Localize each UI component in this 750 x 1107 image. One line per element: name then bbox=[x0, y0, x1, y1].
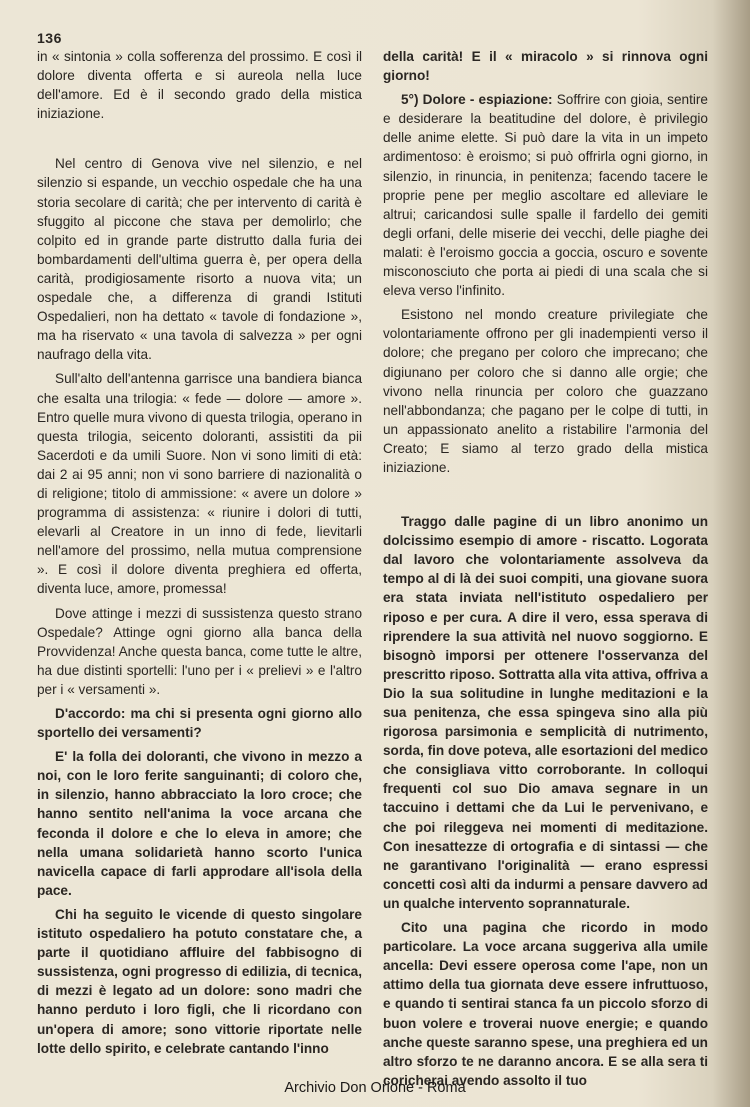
paragraph-gap bbox=[383, 482, 708, 512]
page-number: 136 bbox=[37, 30, 62, 46]
paragraph: della carità! E il « miracolo » si rinnova ogni giorno! bbox=[383, 49, 708, 84]
paragraph: Dove attinge i mezzi di sussistenza questo strano Ospedale? Attinge ogni giorno alla banca della Provvidenza! Anche questa banca, come tutte le altre, ha due distinti sportelli: l'uno per i « prelievi » e l'altro per i « versamenti ». bbox=[37, 605, 362, 697]
right-column bbox=[383, 47, 708, 1095]
paragraph: Chi ha seguito le vicende di questo singolare istituto ospedaliero ha potuto constatare che, a parte il quotidiano affluire del fabbisogno di sussistenza, ogni progresso di edilizia, di tecnica, di mezzi è legato ad un dolore: sono madri che hanno perduto i loro figli, che li ricordano con un'opera di amore; sono vittorie riportate nelle lotte dello spirito, e celebrate cantando l'inno bbox=[37, 906, 362, 1056]
paragraph-gap bbox=[37, 128, 362, 154]
section-heading: 5°) Dolore - espiazione: bbox=[401, 92, 553, 108]
paragraph-text: Soffrire con gioia, sentire e desiderare la beatitudine del dolore, è privilegio delle anime elette. Si può dare la vita in un impeto ardimentoso: è eroismo; si può offrirla ogni giorno, in silenzio, in rinuncia, in penitenza; facendo tacere le proprie pene per meglio ascoltare ed alleviare le altrui; caricandosi sulle spalle il fardello dei gemiti degli orfani, delle miserie dei vecchi, delle piaghe dei malati: è l'eroismo goccia a goccia, oscuro e sovente misconosciuto che porta ai piedi di una scala che si eleva verso l'infinito. bbox=[383, 92, 708, 299]
paragraph: E' la folla dei doloranti, che vivono in mezzo a noi, con le loro ferite sanguinanti; di coloro che, in silenzio, hanno abbracciato la loro croce; che hanno sentito nell'anima la voce arcana che feconda il dolore e che lo eleva in amore; che nella umana solidarietà hanno scorto l'unica navicella capace di farli approdare all'isola della pace. bbox=[37, 749, 362, 898]
paragraph: Nel centro di Genova vive nel silenzio, e nel silenzio si espande, un vecchio ospedale che ha una storia secolare di carità; che per intervento di carità è sfuggito al piccone che stava per demolirlo; che colpito ed in grande parte distrutto dalla furia dei bombardamenti dell'ultima guerra è, per opera della carità, prodigiosamente risorto a nuova vita; un ospedale che, a differenza di grandi Istituti Ospedalieri, non ha dettato « tavole di fondazione », ma ha riservato « una tavola di salvezza » per ogni naufrago della vita. bbox=[37, 156, 362, 363]
paragraph: Traggo dalle pagine di un libro anonimo un dolcissimo esempio di amore - riscatto. Logorata dal lavoro che volontariamente assolveva da tempo al di là dei suoi compiti, una giovane suora era stata inviata nell'istituto ospedaliero per riposo e per cura. A dire il vero, essa sperava di riprendere la sua attività nel nuovo soggiorno. E bisognò imporsi per ottenere l'osservanza del prescritto riposo. Sottratta alla vita attiva, offriva a Dio la sua solitudine in lunghe meditazioni e la sua penitenza, che essa spingeva sino alla più rigorosa parsimonia e semplicità di nutrimento, sorda, fin dove poteva, alle esortazioni del medico che consigliava vitto corroborante. In colloqui frequenti col suo Dio amava segnare in un taccuino i dettami che da Lui le pervenivano, e che poi rileggeva nei momenti di meditazione. Con inesattezze di ortografia e di sintassi — che ne garantivano l'originalità — erano espressi concetti così alti da indurmi a pensare davvero ad un qualche intervento soprannaturale. bbox=[383, 514, 708, 911]
left-column bbox=[37, 47, 362, 1063]
paragraph: in « sintonia » colla sofferenza del prossimo. E così il dolore diventa offerta e si aureola nella luce dell'amore. Ed è il secondo grado della mistica iniziazione. bbox=[37, 49, 362, 122]
paragraph: Cito una pagina che ricordo in modo particolare. La voce arcana suggeriva alla umile ancella: Devi essere operosa come l'ape, non un attimo della tua giornata deve essere infruttuoso, e quando ti sentirai stanca fa un piccolo sforzo di buon volere e troverai nuove energie; e quando anche queste saranno spese, una preghiera ed un altro sforzo te ne daranno ancora. E se alla sera ti coricherai avendo assolto il tuo bbox=[383, 920, 708, 1088]
paragraph bbox=[383, 90, 708, 300]
paragraph: D'accordo: ma chi si presenta ogni giorno allo sportello dei versamenti? bbox=[37, 706, 362, 741]
paragraph: Sull'alto dell'antenna garrisce una bandiera bianca che esalta una trilogia: « fede — dolore — amore ». Entro quelle mura vivono di questa trilogia, operano in questa trilogia, seicento doloranti, assistiti da pii Sacerdoti e da umili Suore. Non vi sono limiti di età: dai 2 ai 95 anni; non vi sono barriere di nazionalità o di religione; titolo di ammissione: « avere un dolore » programma di assistenza: « riunire i dolori di tutti, elevarli al Creatore in un inno di fede, lievitarli nell'amore del prossimo, nella mutua comprensione ». E così il dolore diventa preghiera ed offerta, diventa luce, amore, promessa! bbox=[37, 371, 362, 597]
archive-footer: Archivio Don Orione - Roma bbox=[284, 1080, 466, 1096]
paragraph: Esistono nel mondo creature privilegiate che volontariamente offrono per gli inadempienti verso il dolore; che pregano per coloro che imprecano; che digiunano per coloro che si danno alle orgie; che vivono nella rinuncia per coloro che guazzano nell'abbondanza; che pagano per le colpe di tutti, in un appassionato anelito a ristabilire l'armonia del Creato; E siamo al terzo grado della mistica iniziazione. bbox=[383, 307, 708, 475]
